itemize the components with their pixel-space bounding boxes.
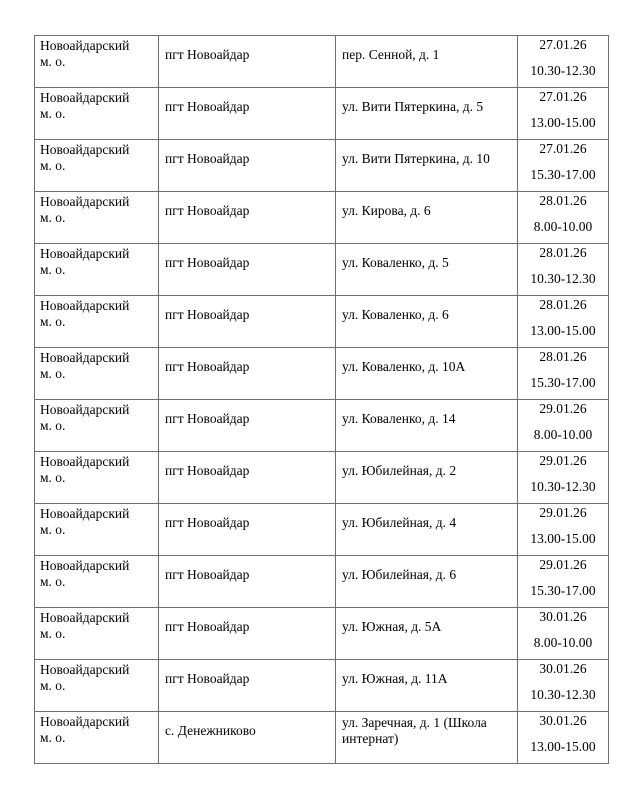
date-time-cell (518, 140, 609, 192)
address-text: ул. Южная, д. 11А (342, 671, 448, 686)
date-text: 28.01.26 (539, 193, 587, 208)
settlement-text: пгт Новоайдар (165, 411, 250, 426)
time-range-text: 13.00-15.00 (530, 531, 596, 546)
settlement-cell (159, 712, 336, 764)
settlement-text: пгт Новоайдар (165, 515, 250, 530)
address-text: пер. Сенной, д. 1 (342, 47, 440, 62)
table-row (35, 296, 609, 348)
district-text: Новоайдарский (40, 714, 130, 729)
time-range-text: 15.30-17.00 (530, 167, 596, 182)
settlement-cell (159, 244, 336, 296)
district-cell (35, 88, 159, 140)
date-time-cell (518, 244, 609, 296)
table-row (35, 504, 609, 556)
settlement-text: с. Денежниково (165, 723, 256, 738)
date-text: 27.01.26 (539, 89, 587, 104)
district-cell (35, 400, 159, 452)
table-row (35, 608, 609, 660)
table-row (35, 712, 609, 764)
address-cell (336, 192, 518, 244)
date-time-cell (518, 88, 609, 140)
address-cell (336, 348, 518, 400)
date-text: 30.01.26 (539, 713, 587, 728)
address-text: ул. Коваленко, д. 5 (342, 255, 449, 270)
address-text: ул. Юбилейная, д. 4 (342, 515, 457, 530)
settlement-text: пгт Новоайдар (165, 99, 250, 114)
address-text: ул. Юбилейная, д. 2 (342, 463, 457, 478)
date-text: 27.01.26 (539, 37, 587, 52)
settlement-text: пгт Новоайдар (165, 567, 250, 582)
district-text: м. о. (40, 470, 66, 485)
district-text: м. о. (40, 106, 66, 121)
time-range-text: 10.30-12.30 (530, 479, 596, 494)
district-text: м. о. (40, 522, 66, 537)
address-text: ул. Юбилейная, д. 6 (342, 567, 457, 582)
district-cell (35, 712, 159, 764)
district-cell (35, 452, 159, 504)
settlement-cell (159, 504, 336, 556)
district-text: Новоайдарский (40, 350, 130, 365)
date-time-cell (518, 400, 609, 452)
settlement-cell (159, 36, 336, 88)
district-text: м. о. (40, 366, 66, 381)
settlement-text: пгт Новоайдар (165, 619, 250, 634)
table-row (35, 348, 609, 400)
district-text: м. о. (40, 574, 66, 589)
district-cell (35, 660, 159, 712)
address-text: ул. Вити Пятеркина, д. 10 (342, 151, 490, 166)
address-cell (336, 400, 518, 452)
table-row (35, 452, 609, 504)
settlement-cell (159, 88, 336, 140)
date-text: 28.01.26 (539, 349, 587, 364)
time-range-text: 8.00-10.00 (533, 219, 593, 234)
date-time-cell (518, 296, 609, 348)
settlement-cell (159, 556, 336, 608)
district-text: Новоайдарский (40, 558, 130, 573)
district-text: м. о. (40, 626, 66, 641)
address-cell (336, 36, 518, 88)
district-text: Новоайдарский (40, 38, 130, 53)
district-text: Новоайдарский (40, 610, 130, 625)
settlement-cell (159, 348, 336, 400)
address-cell (336, 244, 518, 296)
date-text: 29.01.26 (539, 557, 587, 572)
address-text: ул. Коваленко, д. 10А (342, 359, 466, 374)
settlement-text: пгт Новоайдар (165, 151, 250, 166)
address-text: ул. Кирова, д. 6 (342, 203, 431, 218)
time-range-text: 8.00-10.00 (533, 635, 593, 650)
district-text: Новоайдарский (40, 506, 130, 521)
time-range-text: 10.30-12.30 (530, 271, 596, 286)
district-text: м. о. (40, 314, 66, 329)
district-text: Новоайдарский (40, 194, 130, 209)
table-row (35, 244, 609, 296)
table-row (35, 36, 609, 88)
date-text: 29.01.26 (539, 401, 587, 416)
table-row (35, 556, 609, 608)
district-cell (35, 192, 159, 244)
date-text: 29.01.26 (539, 505, 587, 520)
address-cell (336, 608, 518, 660)
time-range-text: 15.30-17.00 (530, 375, 596, 390)
district-text: Новоайдарский (40, 662, 130, 677)
date-text: 30.01.26 (539, 609, 587, 624)
date-time-cell (518, 556, 609, 608)
district-cell (35, 296, 159, 348)
date-time-cell (518, 608, 609, 660)
address-cell (336, 556, 518, 608)
table-row (35, 400, 609, 452)
district-text: Новоайдарский (40, 142, 130, 157)
table-row (35, 88, 609, 140)
district-cell (35, 244, 159, 296)
time-range-text: 10.30-12.30 (530, 63, 596, 78)
settlement-cell (159, 140, 336, 192)
address-cell (336, 660, 518, 712)
district-cell (35, 140, 159, 192)
address-text: ул. Коваленко, д. 14 (342, 411, 456, 426)
table-row (35, 140, 609, 192)
address-cell (336, 296, 518, 348)
district-cell (35, 608, 159, 660)
address-cell (336, 452, 518, 504)
schedule-table-body (35, 36, 609, 764)
settlement-cell (159, 608, 336, 660)
date-time-cell (518, 660, 609, 712)
time-range-text: 13.00-15.00 (530, 115, 596, 130)
address-cell (336, 140, 518, 192)
address-text: ул. Заречная, д. 1 (Школа интернат) (342, 715, 487, 746)
time-range-text: 15.30-17.00 (530, 583, 596, 598)
date-text: 28.01.26 (539, 245, 587, 260)
address-text: ул. Южная, д. 5А (342, 619, 442, 634)
address-text: ул. Коваленко, д. 6 (342, 307, 449, 322)
settlement-cell (159, 296, 336, 348)
settlement-cell (159, 400, 336, 452)
time-range-text: 8.00-10.00 (533, 427, 593, 442)
date-text: 30.01.26 (539, 661, 587, 676)
district-text: м. о. (40, 730, 66, 745)
date-text: 29.01.26 (539, 453, 587, 468)
table-row (35, 192, 609, 244)
date-text: 28.01.26 (539, 297, 587, 312)
settlement-cell (159, 452, 336, 504)
date-time-cell (518, 192, 609, 244)
settlement-text: пгт Новоайдар (165, 47, 250, 62)
district-cell (35, 504, 159, 556)
time-range-text: 13.00-15.00 (530, 739, 596, 754)
district-text: Новоайдарский (40, 402, 130, 417)
district-cell (35, 36, 159, 88)
schedule-table (34, 35, 609, 764)
settlement-text: пгт Новоайдар (165, 359, 250, 374)
date-time-cell (518, 36, 609, 88)
settlement-cell (159, 660, 336, 712)
district-cell (35, 556, 159, 608)
district-text: м. о. (40, 210, 66, 225)
address-cell (336, 504, 518, 556)
date-time-cell (518, 712, 609, 764)
settlement-text: пгт Новоайдар (165, 307, 250, 322)
district-cell (35, 348, 159, 400)
date-time-cell (518, 504, 609, 556)
address-cell (336, 712, 518, 764)
settlement-text: пгт Новоайдар (165, 671, 250, 686)
district-text: м. о. (40, 678, 66, 693)
settlement-cell (159, 192, 336, 244)
settlement-text: пгт Новоайдар (165, 463, 250, 478)
district-text: м. о. (40, 418, 66, 433)
settlement-text: пгт Новоайдар (165, 203, 250, 218)
district-text: Новоайдарский (40, 298, 130, 313)
date-text: 27.01.26 (539, 141, 587, 156)
table-row (35, 660, 609, 712)
district-text: м. о. (40, 54, 66, 69)
time-range-text: 13.00-15.00 (530, 323, 596, 338)
district-text: Новоайдарский (40, 246, 130, 261)
district-text: Новоайдарский (40, 90, 130, 105)
address-cell (336, 88, 518, 140)
address-text: ул. Вити Пятеркина, д. 5 (342, 99, 484, 114)
district-text: м. о. (40, 262, 66, 277)
date-time-cell (518, 348, 609, 400)
district-text: м. о. (40, 158, 66, 173)
district-text: Новоайдарский (40, 454, 130, 469)
settlement-text: пгт Новоайдар (165, 255, 250, 270)
date-time-cell (518, 452, 609, 504)
time-range-text: 10.30-12.30 (530, 687, 596, 702)
